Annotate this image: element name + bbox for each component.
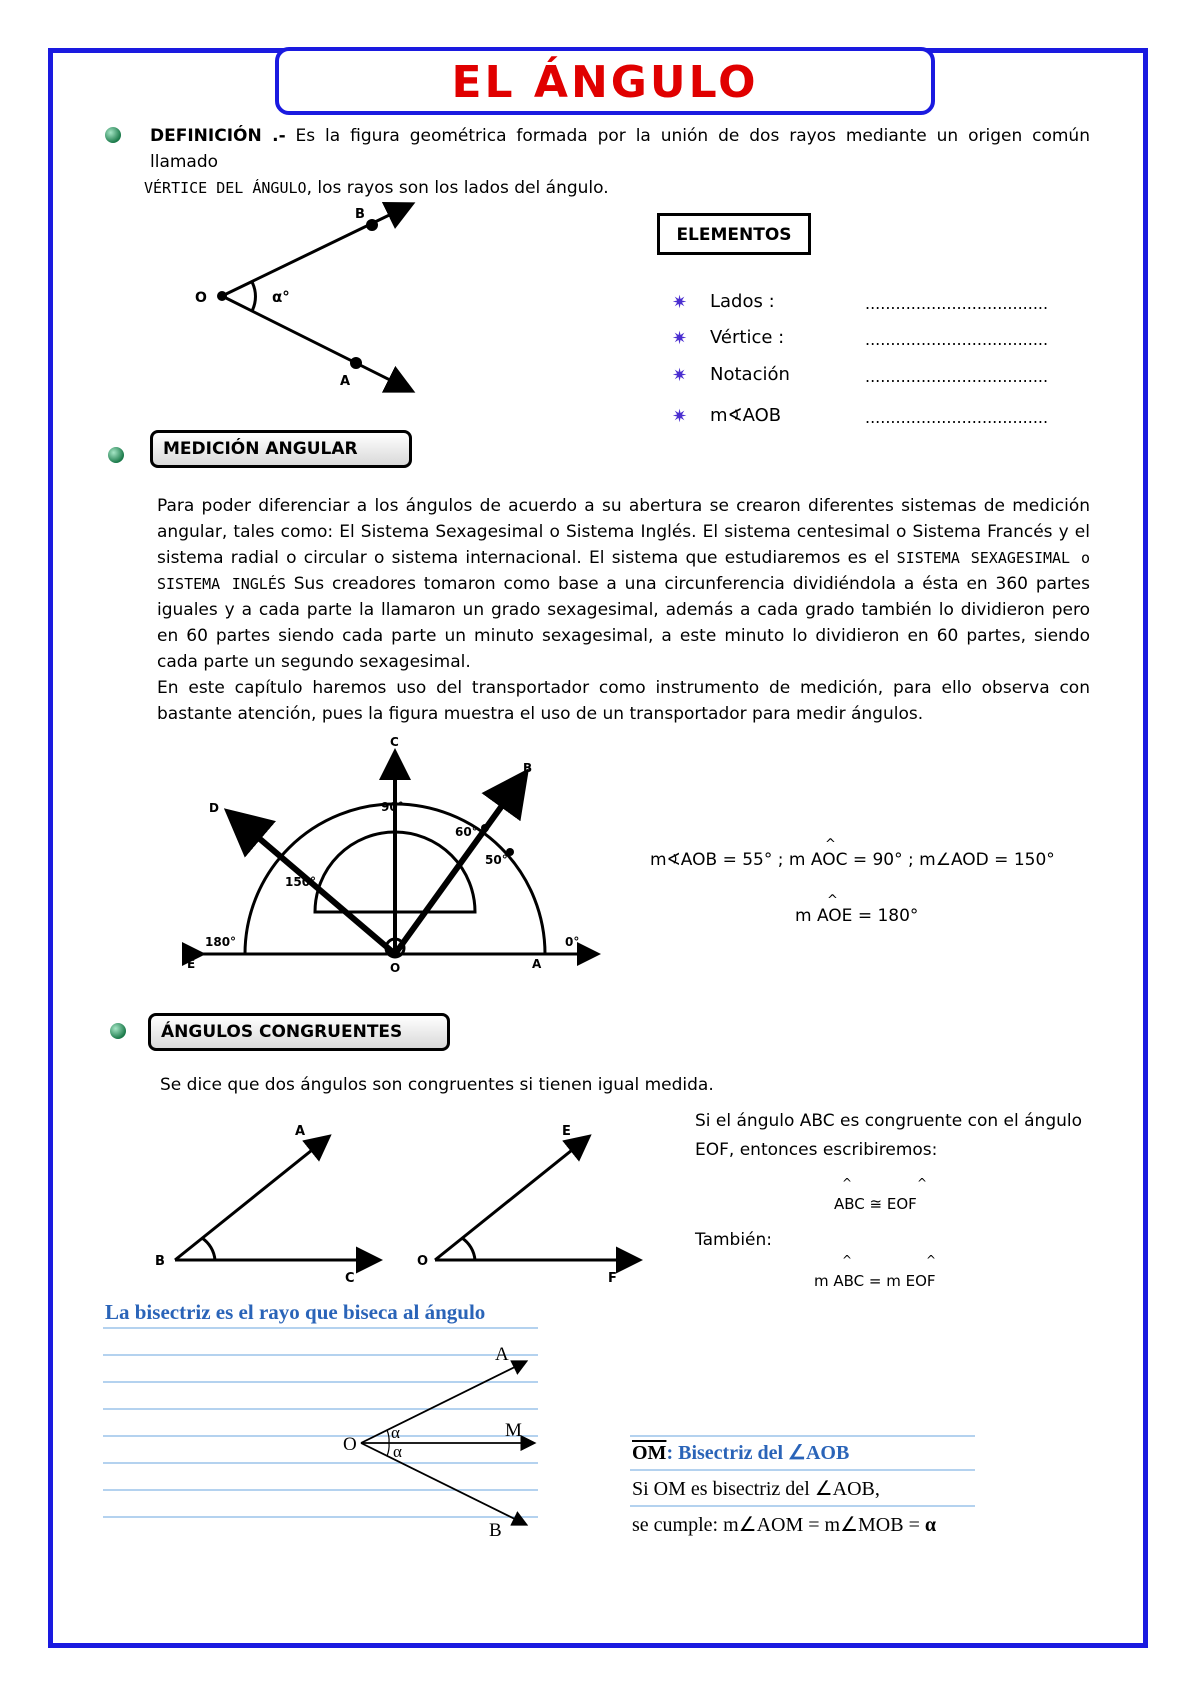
measurement-text-end: Sus creadores tomaron como base a una circunferencia dividiéndola a ésta en 360 partes iguales y a cada parte la llamaron un grado sexagesimal, además a cada grado también lo dividieron pero en 60 partes siendo cada parte un minuto sexagesimal, a este minuto lo dividieron en 60 partes, siendo cada parte un segundo sexagesimal. <box>157 574 1090 672</box>
definition-text-end: , los rayos son los lados del ángulo. <box>306 178 609 198</box>
congruent-measure-relation: m ABC = m EOF <box>814 1272 936 1290</box>
star-icon: ✷ <box>672 292 688 313</box>
label-e: E <box>187 957 196 971</box>
element-blank: .................................... <box>865 367 1049 386</box>
equation-text: m AOE = 180° <box>795 906 919 926</box>
also-label: También: <box>695 1230 773 1250</box>
angle-figure <box>190 200 440 390</box>
label-d: D <box>209 801 219 815</box>
definition-vertex: VÉRTICE DEL ÁNGULO <box>144 179 307 197</box>
ray-oe <box>435 1138 587 1260</box>
label-b: B <box>355 207 365 222</box>
measurement-heading: MEDICIÓN ANGULAR <box>150 430 412 468</box>
congruent-heading: ÁNGULOS CONGRUENTES <box>148 1013 450 1051</box>
hat-mark: ^ <box>825 837 836 852</box>
congruent-figure <box>155 1120 655 1290</box>
element-blank: .................................... <box>865 330 1049 349</box>
star-icon: ✷ <box>672 328 688 349</box>
tick-0-label: 0° <box>565 935 580 949</box>
bisector-alpha: α <box>924 1514 937 1536</box>
bullet-icon <box>108 447 124 463</box>
bullet-icon <box>110 1023 126 1039</box>
hat-mark: ^ <box>842 1253 853 1267</box>
hat-mark: ^ <box>827 893 838 908</box>
hat-mark: ^ <box>842 1176 853 1190</box>
equation-text: m∢AOB = 55° ; m AOC = 90° ; m∠AOD = 150° <box>650 850 1055 870</box>
star-icon: ✷ <box>672 406 688 427</box>
label-b: B <box>155 1254 165 1269</box>
tick-180-label: 180° <box>205 935 237 949</box>
elements-box: ELEMENTOS <box>657 213 811 255</box>
label-b: B <box>489 1520 502 1541</box>
label-b: B <box>523 761 533 775</box>
label-a: A <box>495 1344 509 1365</box>
element-blank: .................................... <box>865 294 1049 313</box>
bisector-definition-text: : Bisectriz del ∠AOB <box>666 1442 850 1464</box>
element-label-notacion: Notación <box>710 364 790 385</box>
tick-150-label: 150° <box>285 875 317 889</box>
definition-text: Es la figura geométrica formada por la unión de dos rayos mediante un origen común llamado <box>150 126 1090 172</box>
protractor-figure <box>185 728 605 973</box>
title-box <box>275 47 935 115</box>
definition-label: DEFINICIÓN .- <box>150 126 286 146</box>
measurement-text-2: En este capítulo haremos uso del transportador como instrumento de medición, para ello observa con bastante atención, pues la figura muestra el uso de un transportador para medir ángulos. <box>157 678 1090 724</box>
point-o <box>217 291 227 301</box>
measurement-paragraph <box>157 493 1090 727</box>
bisector-condition: Si OM es bisectriz del ∠AOB, <box>632 1478 880 1500</box>
element-blank: .................................... <box>865 408 1049 427</box>
label-c: C <box>345 1271 355 1286</box>
angle-arc-bottom <box>387 1443 389 1456</box>
bisector-result <box>632 1512 936 1537</box>
measurement-system: SISTEMA SEXAGESIMAL o SISTEMA INGLÉS <box>157 549 1090 593</box>
angle-arc-b <box>202 1238 215 1260</box>
label-m: M <box>505 1420 522 1441</box>
congruent-definition: Se dice que dos ángulos son congruentes si tienen igual medida. <box>160 1075 714 1095</box>
bisector-result-text: se cumple: m∠AOM = m∠MOB = <box>632 1514 925 1536</box>
label-e: E <box>562 1124 571 1139</box>
label-o: O <box>417 1254 429 1269</box>
point-b <box>366 219 378 231</box>
element-label-maob: m∢AOB <box>710 405 782 426</box>
tick-60 <box>481 824 489 832</box>
bullet-icon <box>105 127 121 143</box>
element-label-lados: Lados : <box>710 291 775 312</box>
ray-ba <box>175 1138 327 1260</box>
ray-oa <box>361 1362 525 1443</box>
ray-oa <box>222 296 410 390</box>
protractor-equation-1 <box>650 847 1055 873</box>
label-a: A <box>532 957 542 971</box>
label-alpha-top: α <box>391 1423 400 1442</box>
label-alpha-bottom: α <box>393 1442 402 1461</box>
bisector-figure <box>103 1310 543 1540</box>
definition-paragraph <box>144 123 1090 201</box>
ray-ob <box>222 205 410 296</box>
tick-90-label: 90° <box>381 800 404 814</box>
hat-mark: ^ <box>917 1176 928 1190</box>
label-a: A <box>295 1124 306 1139</box>
bisector-title: La bisectriz es el rayo que biseca al ángulo <box>105 1300 486 1324</box>
label-alpha: α° <box>272 288 290 306</box>
congruent-relation: ABC ≅ EOF <box>834 1195 917 1213</box>
label-a: A <box>340 374 351 389</box>
angle-arc <box>252 282 255 311</box>
ray-om-notation: $\overline{OM}$ <box>632 1442 667 1464</box>
hat-mark: ^ <box>926 1253 937 1267</box>
label-f: F <box>608 1271 617 1286</box>
protractor-equation-2 <box>795 903 918 929</box>
label-o: O <box>195 290 207 306</box>
tick-60-label: 60° <box>455 825 478 839</box>
label-o: O <box>390 961 401 975</box>
label-c: C <box>390 735 399 749</box>
star-icon: ✷ <box>672 365 688 386</box>
congruent-explanation: Si el ángulo ABC es congruente con el ángulo EOF, entonces escribiremos: <box>695 1111 1083 1160</box>
point-a <box>350 357 362 369</box>
angle-arc-o <box>462 1238 475 1260</box>
ray-ob <box>361 1443 525 1524</box>
element-label-vertice: Vértice : <box>710 327 785 348</box>
page-title: EL ÁNGULO <box>451 57 759 108</box>
bisector-definition <box>632 1440 849 1465</box>
measurement-text: Para poder diferenciar a los ángulos de acuerdo a su abertura se crearon diferentes sistemas de medición angular, tales como: El Sistema Sexagesimal o Sistema Inglés. El sistema centesimal o Sistema Francés y el sistema radial o circular o sistema internacional. El sistema que estudiaremos es el <box>157 496 1090 568</box>
tick-50-label: 50° <box>485 853 508 867</box>
label-o: O <box>343 1434 357 1455</box>
